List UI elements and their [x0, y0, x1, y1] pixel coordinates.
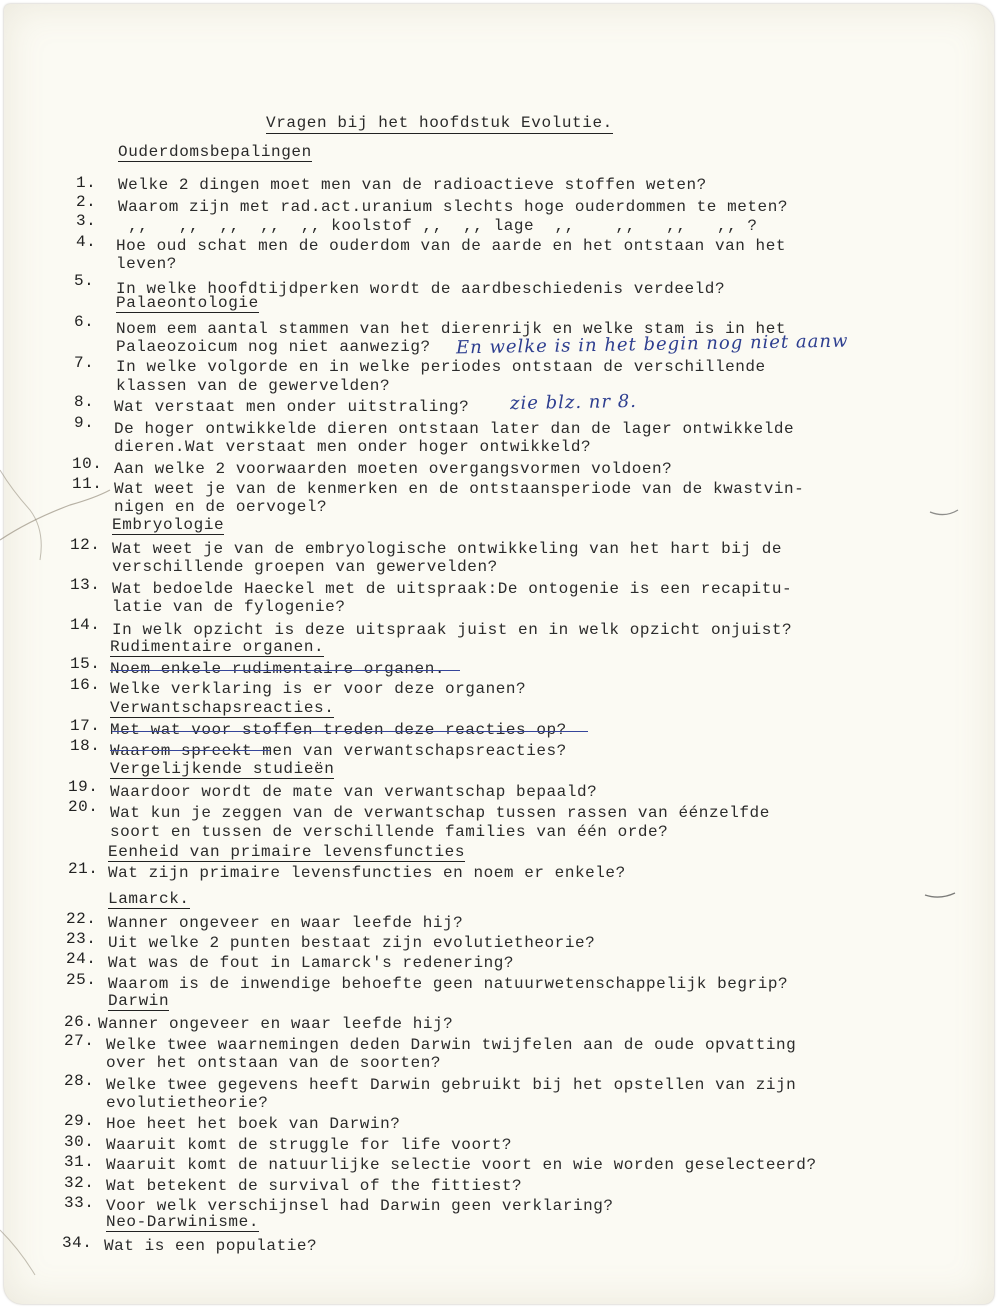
question-number: 20. [68, 798, 99, 816]
question-number: 14. [70, 616, 101, 634]
question-number: 8. [74, 393, 95, 411]
pen-strikethrough [110, 750, 270, 751]
question-number: 33. [64, 1194, 95, 1212]
question-number: 26. [64, 1013, 95, 1031]
question-number: 9. [74, 414, 95, 432]
question-text: Wanner ongeveer en waar leefde hij? [98, 1015, 454, 1033]
question-text: Aan welke 2 voorwaarden moeten overgangsvormen voldoen? [114, 460, 673, 478]
section-heading: Embryologie [112, 516, 225, 534]
question-number: 30. [64, 1133, 95, 1151]
question-text: leven? [116, 255, 177, 273]
question-number: 6. [74, 313, 95, 331]
page-title: Vragen bij het hoofdstuk Evolutie. [266, 114, 613, 132]
question-text: Waaruit komt de struggle for life voort? [106, 1136, 513, 1154]
question-number: 11. [72, 475, 103, 493]
section-heading: Rudimentaire organen. [110, 638, 325, 656]
question-text: Voor welk verschijnsel had Darwin geen verklaring? [106, 1197, 614, 1215]
question-text: Noem eem aantal stammen van het dierenrijk en welke stam is in het [116, 320, 787, 338]
question-text: over het ontstaan van de soorten? [106, 1054, 442, 1072]
question-text: Wat was de fout in Lamarck's redenering? [108, 954, 515, 972]
question-number: 13. [70, 576, 101, 594]
question-text: Hoe heet het boek van Darwin? [106, 1115, 401, 1133]
question-number: 22. [66, 910, 97, 928]
question-number: 24. [66, 950, 97, 968]
question-number: 31. [64, 1153, 95, 1171]
question-text: Hoe oud schat men de ouderdom van de aarde en het ontstaan van het [116, 237, 787, 255]
question-number: 15. [70, 655, 101, 673]
question-text: evolutietheorie? [106, 1094, 269, 1112]
section-heading: Vergelijkende studieën [110, 760, 335, 778]
section-heading: Palaeontologie [116, 294, 259, 312]
question-number: 25. [66, 971, 97, 989]
question-text: Met wat voor stoffen treden deze reacties op? [110, 721, 567, 739]
question-text: De hoger ontwikkelde dieren ontstaan later dan de lager ontwikkelde [114, 420, 795, 438]
question-text: Wat kun je zeggen van de verwantschap tussen rassen van éénzelfde [110, 804, 770, 822]
question-text: Welke twee gegevens heeft Darwin gebruikt bij het opstellen van zijn [106, 1076, 797, 1094]
section-heading: Verwantschapsreacties. [110, 699, 335, 717]
question-text: Waarom is de inwendige behoefte geen natuurwetenschappelijk begrip? [108, 975, 789, 993]
question-text: In welk opzicht is deze uitspraak juist en in welk opzicht onjuist? [112, 621, 793, 639]
question-number: 4. [76, 233, 97, 251]
question-text: Uit welke 2 punten bestaat zijn evolutietheorie? [108, 934, 596, 952]
question-number: 16. [70, 676, 101, 694]
question-text: In welke volgorde en in welke periodes ontstaan de verschillende [116, 358, 766, 376]
question-number: 18. [70, 737, 101, 755]
question-number: 12. [70, 536, 101, 554]
question-text: dieren.Wat verstaat men onder hoger ontwikkeld? [114, 438, 592, 456]
handwritten-note: En welke is in het begin nog niet aanw [455, 330, 849, 359]
question-number: 32. [64, 1174, 95, 1192]
question-text: nigen en de oervogel? [114, 498, 328, 516]
question-number: 1. [76, 174, 97, 192]
question-text: Waaruit komt de natuurlijke selectie voort en wie worden geselecteerd? [106, 1156, 817, 1174]
question-number: 2. [76, 193, 97, 211]
question-text: latie van de fylogenie? [112, 598, 346, 616]
question-text: soort en tussen de verschillende families van één orde? [110, 823, 669, 841]
section-heading: Ouderdomsbepalingen [118, 143, 312, 161]
question-text: Waarom spreekt men van verwantschapsreacties? [110, 742, 567, 760]
question-text: Wat verstaat men onder uitstraling? [114, 398, 470, 416]
question-number: 7. [74, 354, 95, 372]
question-text: Palaeozoicum nog niet aanwezig? [116, 338, 431, 356]
pen-strikethrough [112, 731, 588, 732]
question-text: In welke hoofdtijdperken wordt de aardbeschiedenis verdeeld? [116, 280, 726, 298]
question-number: 17. [70, 717, 101, 735]
section-heading: Eenheid van primaire levensfuncties [108, 843, 466, 861]
section-heading: Neo-Darwinisme. [106, 1213, 260, 1231]
question-text: verschillende groepen van gewervelden? [112, 558, 498, 576]
question-text: Wat bedoelde Haeckel met de uitspraak:De ontogenie is een recapitu- [112, 580, 793, 598]
question-text: Welke verklaring is er voor deze organen? [110, 680, 527, 698]
question-text: Wat betekent de survival of the fittiest? [106, 1177, 523, 1195]
question-number: 27. [64, 1032, 95, 1050]
question-number: 5. [74, 272, 95, 290]
question-number: 19. [68, 778, 99, 796]
question-number: 23. [66, 930, 97, 948]
handwritten-note: zie blz. nr 8. [509, 390, 638, 415]
question-text: Wat zijn primaire levensfuncties en noem er enkele? [108, 864, 626, 882]
question-number: 28. [64, 1072, 95, 1090]
question-text: Welke 2 dingen moet men van de radioactieve stoffen weten? [118, 176, 707, 194]
question-number: 3. [76, 212, 97, 230]
question-text: Waardoor wordt de mate van verwantschap bepaald? [110, 783, 598, 801]
question-text: Welke twee waarnemingen deden Darwin twijfelen aan de oude opvatting [106, 1036, 797, 1054]
question-text: Wanner ongeveer en waar leefde hij? [108, 914, 464, 932]
question-text: klassen van de gewervelden? [116, 377, 391, 395]
section-heading: Lamarck. [108, 890, 190, 908]
question-text: Wat weet je van de embryologische ontwikkeling van het hart bij de [112, 540, 783, 558]
question-text: ,, ,, ,, ,, ,, koolstof ,, ,, lage ,, ,, ,, ,, ? [118, 217, 758, 235]
question-text: Wat is een populatie? [104, 1237, 318, 1255]
question-number: 29. [64, 1112, 95, 1130]
question-number: 34. [62, 1234, 93, 1252]
question-number: 10. [72, 455, 103, 473]
section-heading: Darwin [108, 992, 170, 1010]
question-text: Waarom zijn met rad.act.uranium slechts hoge ouderdommen te meten? [118, 198, 789, 216]
question-number: 21. [68, 860, 99, 878]
pen-strikethrough [110, 670, 460, 671]
question-text: Wat weet je van de kenmerken en de ontstaansperiode van de kwastvin- [114, 480, 805, 498]
question-text: Noem enkele rudimentaire organen. [110, 660, 446, 678]
